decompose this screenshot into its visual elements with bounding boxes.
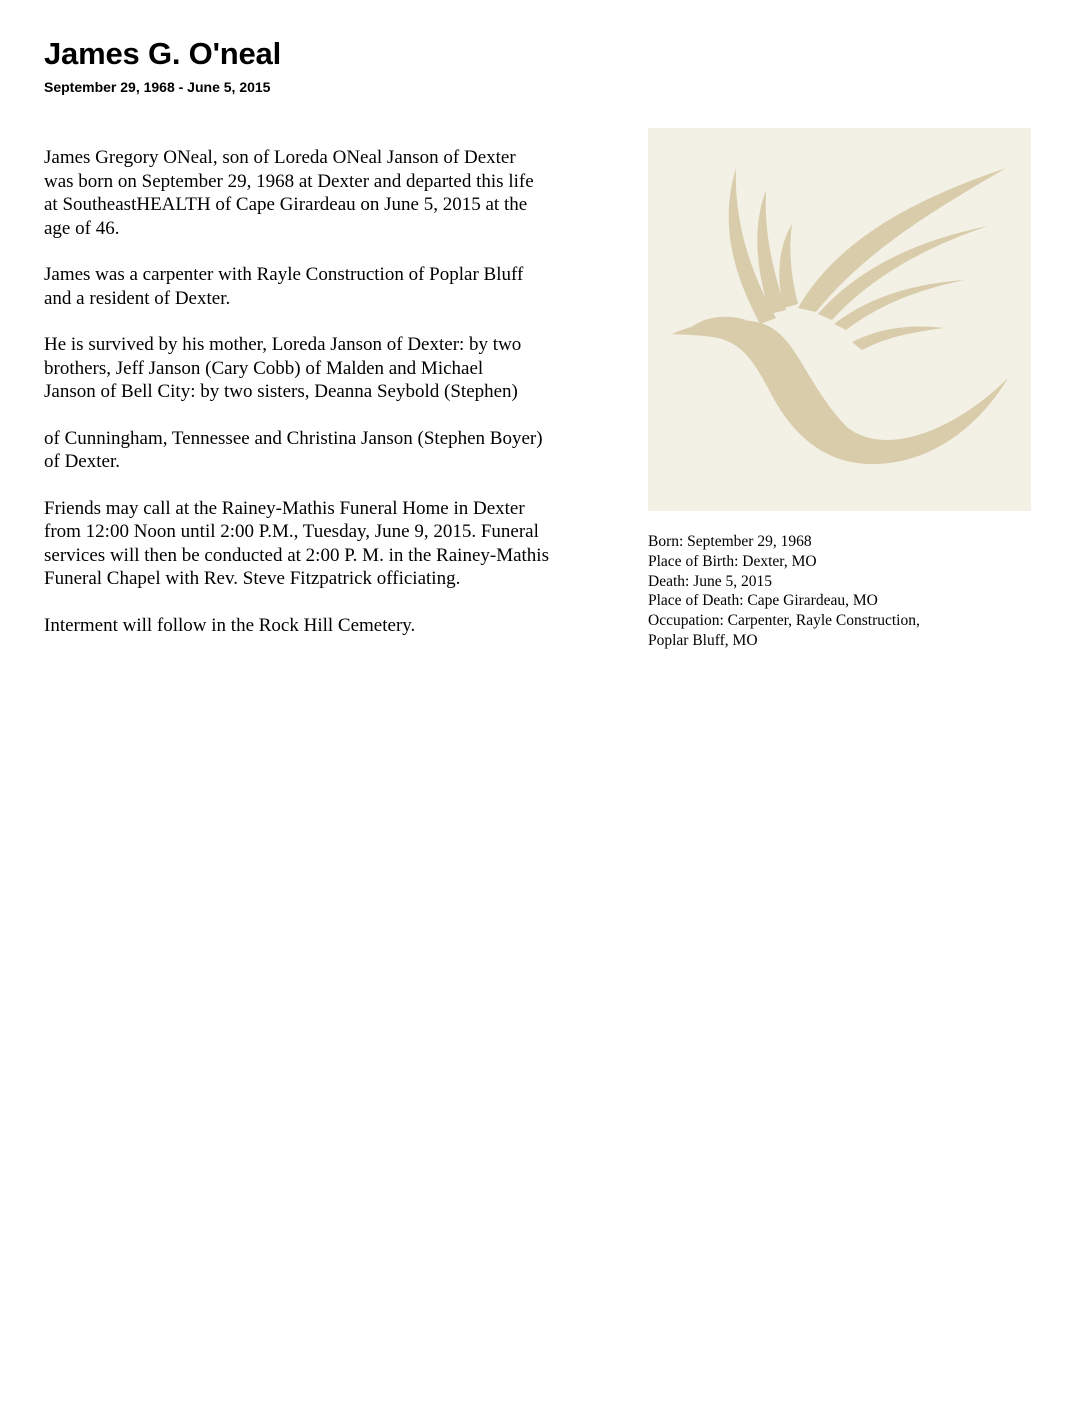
obituary-paragraph: He is survived by his mother, Loreda Janson of Dexter: by two brothers, Jeff Janson (Cary Cobb) of Malden and Michael Janson of Bell City: by two sisters, Deanna Seybold (Stephen) bbox=[44, 334, 522, 402]
deceased-name: James G. O'neal bbox=[44, 36, 281, 71]
fact-place-of-birth: Place of Birth: Dexter, MO bbox=[648, 552, 817, 570]
vital-facts bbox=[648, 532, 1048, 651]
dove-icon bbox=[648, 128, 1031, 511]
fact-occupation: Occupation: Carpenter, Rayle Construction, Poplar Bluff, MO bbox=[648, 612, 920, 649]
memorial-photo bbox=[648, 128, 1031, 511]
fact-place-of-death: Place of Death: Cape Girardeau, MO bbox=[648, 592, 878, 610]
obituary-paragraph: Friends may call at the Rainey-Mathis Funeral Home in Dexter from 12:00 Noon until 2:00 P.M., Tuesday, June 9, 2015. Funeral services will then be conducted at 2:00 P. M. in the Rainey-Mathis Funeral Chapel with Rev. Steve Fitzpatrick officiating. bbox=[44, 497, 549, 589]
fact-death: Death: June 5, 2015 bbox=[648, 572, 772, 590]
obituary-paragraph: of Cunningham, Tennessee and Christina Janson (Stephen Boyer) of Dexter. bbox=[44, 427, 543, 472]
obituary-paragraph: James was a carpenter with Rayle Construction of Poplar Bluff and a resident of Dexter. bbox=[44, 264, 524, 309]
obituary-paragraph: Interment will follow in the Rock Hill Cemetery. bbox=[44, 614, 416, 636]
life-dates: September 29, 1968 - June 5, 2015 bbox=[44, 79, 271, 95]
obituary-paragraph: James Gregory ONeal, son of Loreda ONeal Janson of Dexter was born on September 29, 1968 at Dexter and departed this life at SoutheastHEALTH of Cape Girardeau on June 5, 2015 at the age of 46. bbox=[44, 147, 534, 239]
obituary-text bbox=[44, 146, 624, 660]
obituary-header bbox=[44, 34, 281, 96]
fact-born: Born: September 29, 1968 bbox=[648, 533, 812, 550]
